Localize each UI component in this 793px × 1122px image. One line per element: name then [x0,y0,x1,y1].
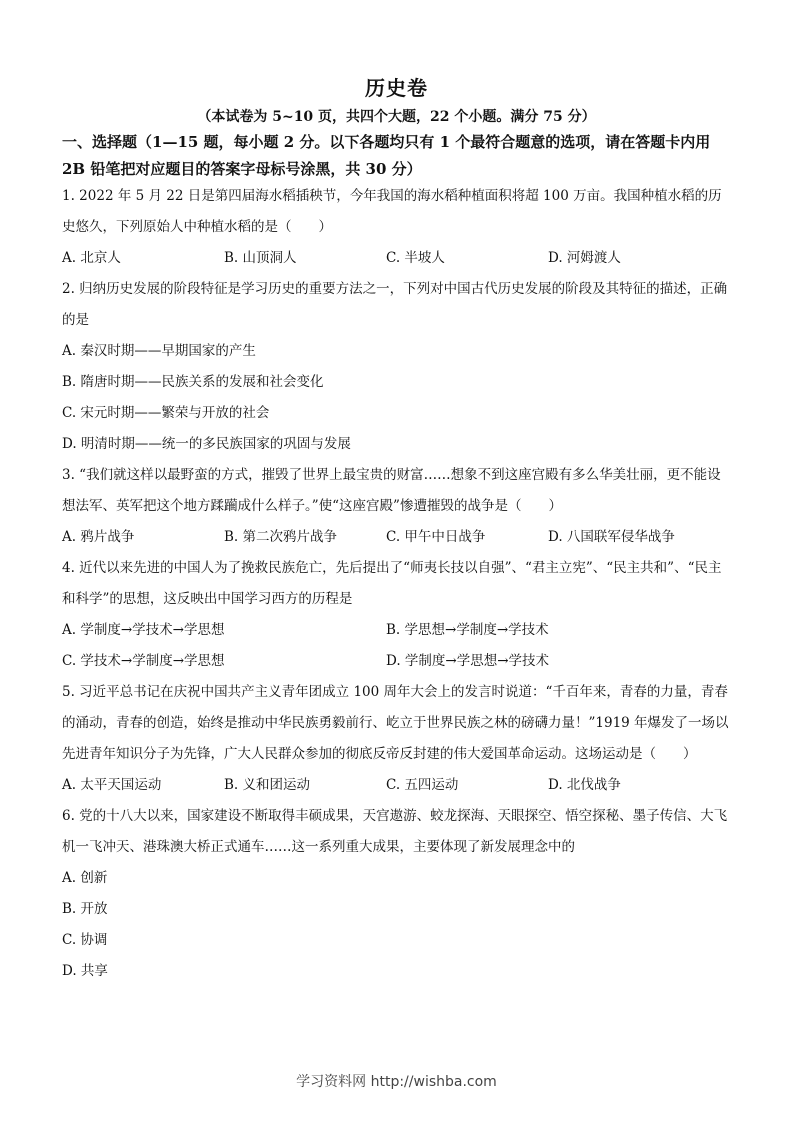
footer-watermark: 学习资料网 http://wishba.com [296,1074,497,1090]
section-heading: 一、选择题（1—15 题，每小题 2 分。以下各题均只有 1 个最符合题意的选项，请在答题卡内用 2B 铅笔把对应题目的答案字母标号涂黑，共 30 分） [62,133,711,178]
question-3 [62,460,732,553]
option-b: B. 第二次鸦片战争 [224,529,338,545]
option-a: A. 鸦片战争 [62,529,135,545]
option-row [62,770,732,801]
question-6 [62,801,732,987]
option-a: A. 太平天国运动 [62,777,162,793]
option-a: A. 学制度→学技术→学思想 [62,622,225,638]
option-c: C. 宋元时期——繁荣与开放的社会 [62,405,270,421]
option-b: B. 山顶洞人 [224,250,297,266]
option-b: B. 义和团运动 [224,777,311,793]
option-d: D. 学制度→学思想→学技术 [386,653,550,669]
question-4 [62,553,732,677]
question-stem: 2. 归纳历史发展的阶段特征是学习历史的重要方法之一，下列对中国古代历史发展的阶段及其特征的描述，正确的是 [62,281,728,328]
question-stem: 1. 2022 年 5 月 22 日是第四届海水稻插秧节，今年我国的海水稻种植面积将超 100 万亩。我国种植水稻的历史悠久，下列原始人中种植水稻的是（ ） [62,188,722,235]
option-a: A. 秦汉时期——早期国家的产生 [62,343,256,359]
option-row [62,522,732,553]
question-1 [62,181,732,274]
question-stem: 4. 近代以来先进的中国人为了挽救民族危亡，先后提出了“师夷长技以自强”、“君主立宪”、“民主共和”、“民主和科学”的思想，这反映出中国学习西方的历程是 [62,560,722,607]
option-d: D. 共享 [62,963,108,979]
option-d: D. 明清时期——统一的多民族国家的巩固与发展 [62,436,351,452]
option-c: C. 五四运动 [386,777,459,793]
option-a: A. 北京人 [62,250,121,266]
option-c: C. 甲午中日战争 [386,529,486,545]
option-b: B. 开放 [62,901,108,917]
option-d: D. 北伐战争 [548,777,621,793]
question-stem: 6. 党的十八大以来，国家建设不断取得丰硕成果，天宫遨游、蛟龙探海、天眼探空、悟空探秘、墨子传信、大飞机一飞冲天、港珠澳大桥正式通车……这一系列重大成果，主要体现了新发展理念中的 [62,808,728,855]
option-c: C. 学技术→学制度→学思想 [62,653,225,669]
option-row [62,243,732,274]
option-b: B. 学思想→学制度→学技术 [386,622,549,638]
option-c: C. 半坡人 [386,250,445,266]
page-title: 历史卷 [365,76,428,100]
question-stem: 5. 习近平总书记在庆祝中国共产主义青年团成立 100 周年大会上的发言时说道：“千百年来，青春的力量，青春的涌动，青春的创造，始终是推动中华民族勇毅前行、屹立于世界民族之林的磅礴力量！”1919 年爆发了一场以先进青年知识分子为先锋，广大人民群众参加的彻底反帝反封建的伟大爱国革命运动。这场运动是（ ） [62,684,729,762]
option-c: C. 协调 [62,932,108,948]
question-stem: 3. “我们就这样以最野蛮的方式，摧毁了世界上最宝贵的财富……想象不到这座宫殿有多么华美壮丽，更不能设想法军、英军把这个地方蹂躏成什么样子。”使“这座宫殿”惨遭摧毁的战争是（ ） [62,467,721,514]
page-subtitle: （本试卷为 5~10 页，共四个大题，22 个小题。满分 75 分） [197,109,596,125]
option-row [62,646,732,677]
option-d: D. 河姆渡人 [548,250,621,266]
option-row [62,615,732,646]
option-a: A. 创新 [62,870,108,886]
question-5 [62,677,732,801]
option-b: B. 隋唐时期——民族关系的发展和社会变化 [62,374,324,390]
question-2 [62,274,732,460]
questions-list [62,181,732,987]
option-d: D. 八国联军侵华战争 [548,529,675,545]
